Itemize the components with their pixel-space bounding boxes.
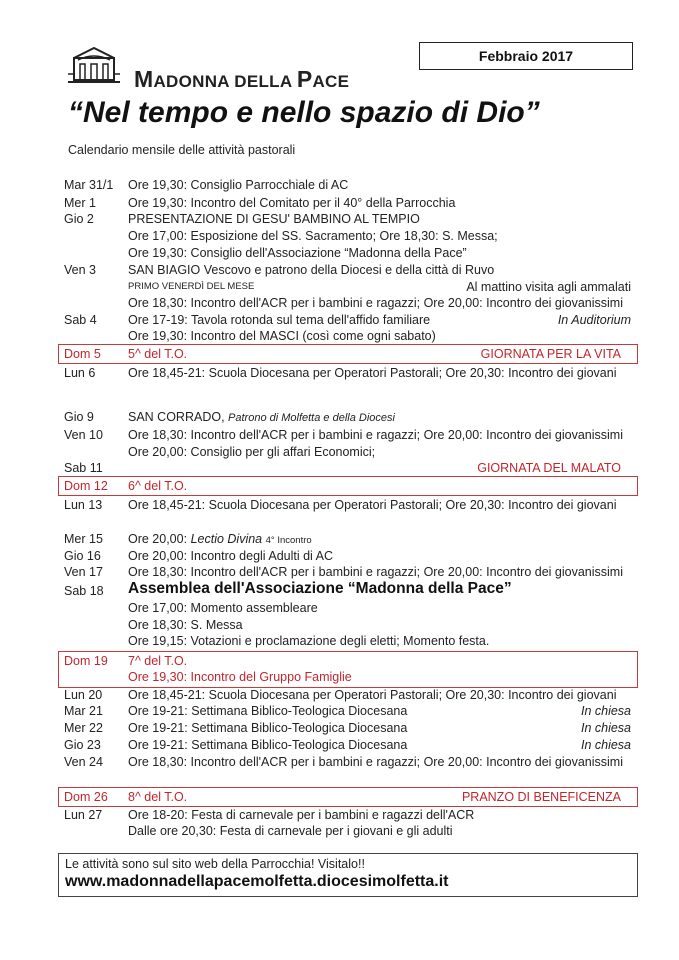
calendar-row-sunday: Dom 5 5^ del T.O. GIORNATA PER LA VITA (64, 347, 621, 361)
calendar-row-sunday: Dom 12 6^ del T.O. (64, 479, 188, 493)
calendar-row: Gio 16 Ore 20,00: Incontro degli Adulti di AC (64, 549, 333, 563)
calendar-row: Gio 2 PRESENTAZIONE DI GESU' BAMBINO AL TEMPIO (64, 212, 420, 226)
calendar-row: Sab 4 Ore 17-19: Tavola rotonda sul tema dell'affido familiare In Auditorium (64, 313, 631, 327)
calendar-row: Mar 31/1 Ore 19,30: Consiglio Parrocchiale di AC (64, 178, 349, 192)
parish-name: MADONNA DELLA PACE (134, 66, 350, 92)
calendar-row: Ven 17 Ore 18,30: Incontro dell'ACR per i bambini e ragazzi; Ore 20,00: Incontro dei giovanissimi (64, 565, 623, 579)
calendar-row: Ore 19,30: Incontro del MASCI (così come ogni sabato) (128, 329, 436, 343)
month-box: Febbraio 2017 (419, 42, 633, 70)
calendar-row: Gio 23 Ore 19-21: Settimana Biblico-Teologica Diocesana In chiesa (64, 738, 631, 752)
calendar-row: PRIMO VENERDÌ DEL MESE Al mattino visita agli ammalati (128, 280, 631, 294)
calendar-row: Ven 24 Ore 18,30: Incontro dell'ACR per i bambini e ragazzi; Ore 20,00: Incontro dei giovanissimi (64, 755, 623, 769)
calendar-row: Ore 18,30: Incontro dell'ACR per i bambini e ragazzi; Ore 20,00: Incontro dei giovanissimi (128, 296, 623, 310)
calendar-row: Ore 19,15: Votazioni e proclamazione degli eletti; Momento festa. (128, 634, 490, 648)
calendar-row: Sab 11 GIORNATA DEL MALATO (64, 461, 621, 475)
footer-note: Le attività sono sul sito web della Parrocchia! Visitalo!! (65, 857, 365, 871)
footer-box (58, 853, 638, 897)
calendar-row: Lun 27 Ore 18-20: Festa di carnevale per i bambini e ragazzi dell'ACR (64, 808, 475, 822)
church-logo-icon (66, 44, 122, 84)
calendar-row: Ven 10 Ore 18,30: Incontro dell'ACR per i bambini e ragazzi; Ore 20,00: Incontro dei giovanissimi (64, 428, 623, 442)
calendar-row-sunday: Dom 26 8^ del T.O. PRANZO DI BENEFICENZA (64, 790, 621, 804)
calendar-row: Ore 17,00: Momento assembleare (128, 601, 318, 615)
calendar-row: Lun 6 Ore 18,45-21: Scuola Diocesana per Operatori Pastorali; Ore 20,30: Incontro dei giovani (64, 366, 617, 380)
calendar-row: Gio 9 SAN CORRADO, Patrono di Molfetta e della Diocesi (64, 410, 395, 424)
calendar-row: Lun 20 Ore 18,45-21: Scuola Diocesana per Operatori Pastorali; Ore 20,30: Incontro dei giovani (64, 688, 617, 702)
page-title: “Nel tempo e nello spazio di Dio” (68, 96, 540, 129)
calendar-row: Ore 19,30: Consiglio dell'Associazione “Madonna della Pace” (128, 246, 467, 260)
calendar-row-assembly: Sab 18 Assemblea dell'Associazione “Madonna della Pace” (64, 580, 512, 598)
website-link[interactable]: www.madonnadellapacemolfetta.diocesimolfetta.it (65, 873, 449, 890)
calendar-row: Dalle ore 20,30: Festa di carnevale per i giovani e gli adulti (128, 824, 453, 838)
calendar-row: Mer 1 Ore 19,30: Incontro del Comitato per il 40° della Parrocchia (64, 196, 456, 210)
calendar-row: Mar 21 Ore 19-21: Settimana Biblico-Teologica Diocesana In chiesa (64, 704, 631, 718)
calendar-row: Mer 15 Ore 20,00: Lectio Divina 4° Incontro (64, 532, 312, 546)
calendar-row: Mer 22 Ore 19-21: Settimana Biblico-Teologica Diocesana In chiesa (64, 721, 631, 735)
calendar-row-sunday: Ore 19,30: Incontro del Gruppo Famiglie (128, 670, 352, 684)
calendar-row: Ore 20,00: Consiglio per gli affari Economici; (128, 445, 376, 459)
page-subtitle: Calendario mensile delle attività pastorali (68, 143, 296, 157)
calendar-row-sunday: Dom 19 7^ del T.O. (64, 654, 188, 668)
calendar-row: Ore 17,00: Esposizione del SS. Sacramento; Ore 18,30: S. Messa; (128, 229, 498, 243)
calendar-row: Lun 13 Ore 18,45-21: Scuola Diocesana per Operatori Pastorali; Ore 20,30: Incontro dei giovani (64, 498, 617, 512)
calendar-row: Ven 3 SAN BIAGIO Vescovo e patrono della Diocesi e della città di Ruvo (64, 263, 495, 277)
calendar-row: Ore 18,30: S. Messa (128, 618, 243, 632)
